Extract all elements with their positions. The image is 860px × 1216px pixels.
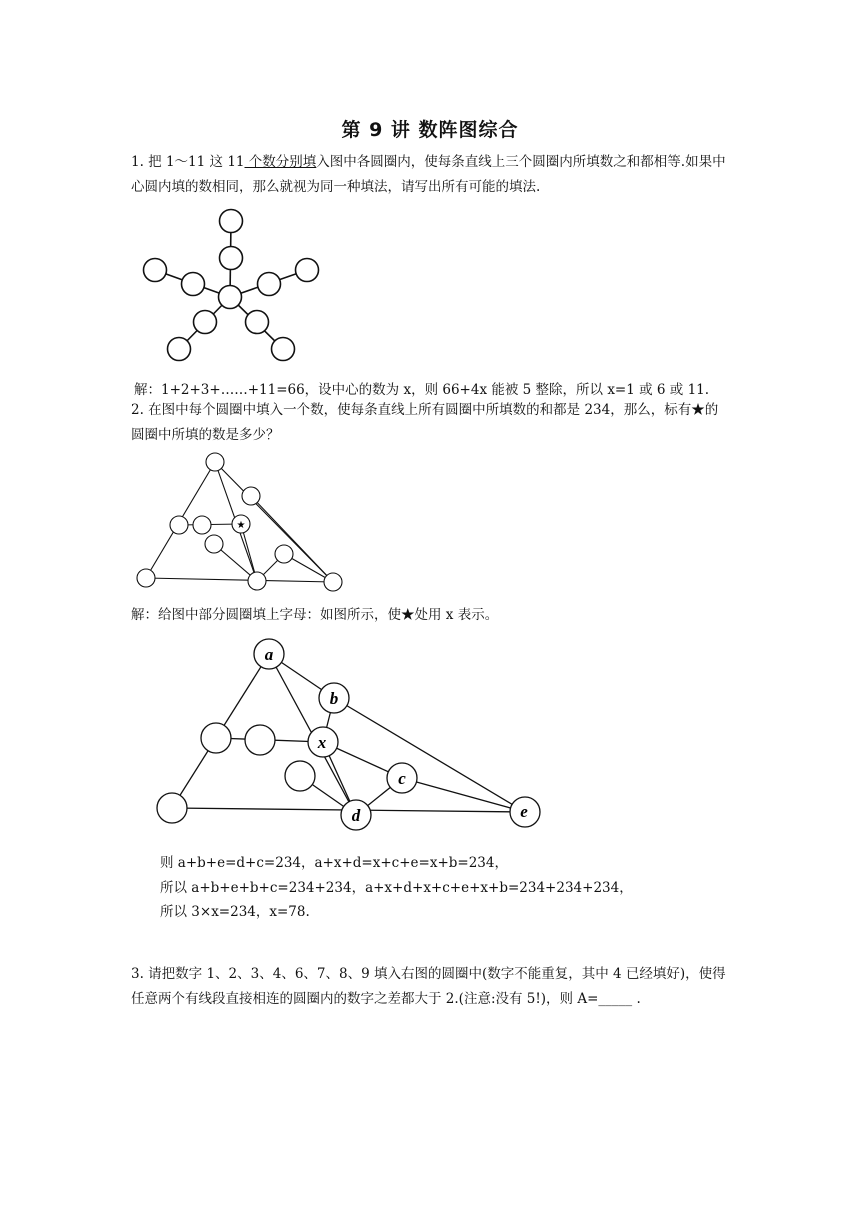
label-c: c [398,769,406,788]
label-e: e [520,802,528,821]
question-2-text: 2. 在图中每个圆圈中填入一个数，使每条直线上所有圆圈中所填数的和都是 234，那么，标有★的圆圈中所填的数是多少？ [131,402,719,443]
equation-line-1: 则 a+b+e=d+c=234，a+x+d=x+c+e=x+b=234， [160,855,508,871]
star-icon: ★ [236,520,246,531]
question-3-text: 3. 请把数字 1、2、3、4、6、7、8、9 填入右图的圆圈中(数字不能重复，其中 4 已经填好)，使得任意两个有线段直接相连的圆圈内的数字之差都大于 2.(注意:没有 5!)，则 A=_____ . [131,966,726,1007]
page-title: 第 9 讲 数阵图综合 [341,119,519,141]
label-a: a [264,645,274,664]
q2-solution-intro: 解：给图中部分圆圈填上字母：如图所示，使★处用 x 表示。 [131,607,499,623]
question-1-text: 1. 把 1～11 这 11 个数分别填入图中各圆圈内，使每条直线上三个圆圈内所填数之和都相等.如果中心圆内填的数相同，那么就视为同一种填法，请写出所有可能的填法. [131,154,726,195]
star-diagram [144,210,319,361]
equation-line-2: 所以 a+b+e+b+c=234+234，a+x+d+x+c+e+x+b=234+234+234， [160,880,633,896]
label-x: x [317,733,327,752]
labeled-triangle-diagram [157,639,540,830]
label-b: b [329,689,339,708]
q1-solution: 解：1+2+3+……+11=66，设中心的数为 x，则 66+4x 能被 5 整除，所以 x=1 或 6 或 11. [134,382,710,398]
underlined-text: 个数分别填 [244,154,317,170]
label-d: d [351,806,361,825]
equation-line-3: 所以 3×x=234，x=78. [160,904,310,920]
